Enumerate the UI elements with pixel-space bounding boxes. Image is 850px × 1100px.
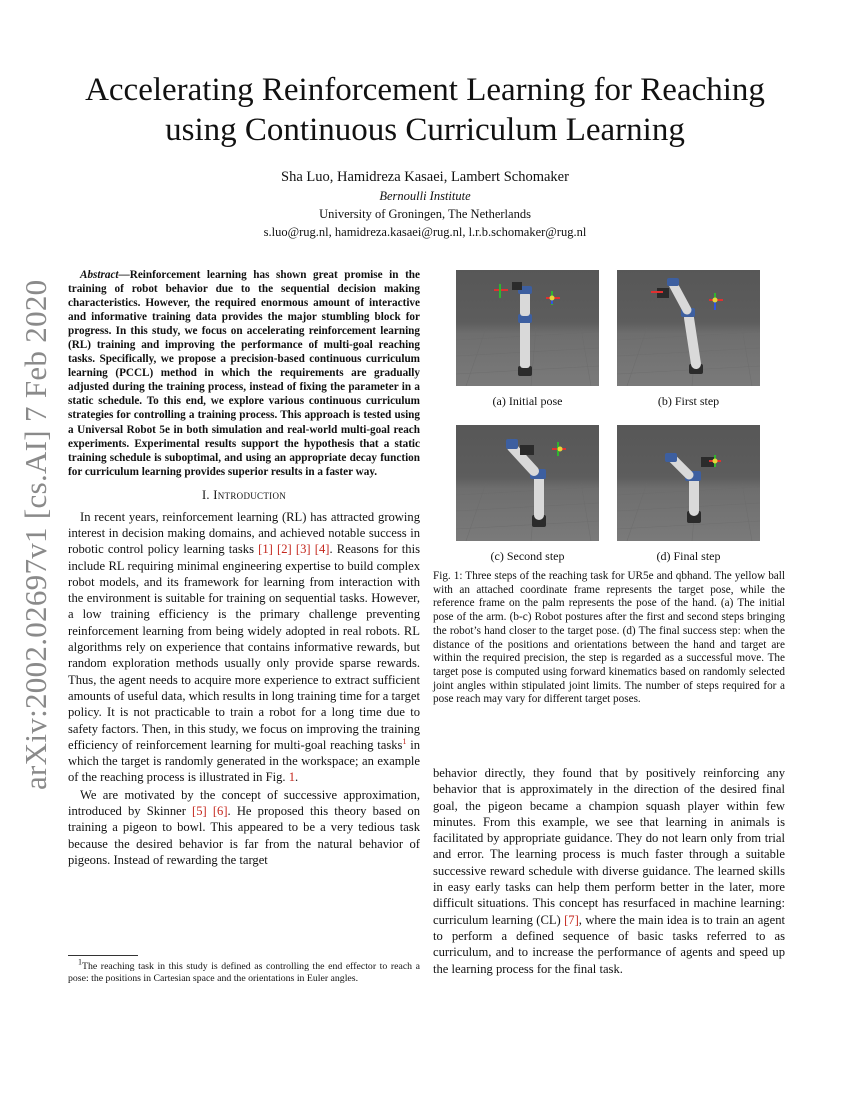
- authors: Sha Luo, Hamidreza Kasaei, Lambert Schomaker: [281, 169, 569, 185]
- citation-link[interactable]: [3]: [295, 542, 311, 557]
- subfigure-label: (b) First step: [657, 394, 720, 408]
- figure-ref-link[interactable]: 1: [288, 770, 295, 785]
- text-run: in which the target is randomly generated in the workspace; an example of the reaching process is illustrated in Fig.: [68, 737, 421, 785]
- text-run: , where the main idea is to train an agent to perform a defined sequence of basic tasks referred to as curriculum, and to increase the performance of agents and speed up the learning process for the final task.: [433, 912, 785, 976]
- subfigure-c: [456, 425, 606, 564]
- emails: s.luo@rug.nl, hamidreza.kasaei@rug.nl, l.r.b.schomaker@rug.nl: [263, 225, 587, 239]
- section-heading: [68, 488, 420, 503]
- robot-image-first-step: [617, 270, 760, 386]
- footnote: [68, 957, 420, 985]
- citation-link[interactable]: [4]: [314, 542, 330, 557]
- citation-link[interactable]: [2]: [277, 542, 292, 557]
- subfigure-a: [456, 270, 606, 409]
- subfigure-b: [617, 270, 767, 409]
- subfigure-d: [617, 425, 767, 564]
- text-run: behavior directly, they found that by positively reinforcing any behavior that is approximately in the direction of the desired final goal, the pigeon became a champion squash player within few minutes. From this example, we see that learning in animals is facilitated by appropriate guidance. They do not learn only from trial and error. The learning process is much faster through a suitable successive reward schedule with diverse guidance. The learned skills in easy early tasks can help them perform better in the later, more difficult situations. This concept has resurfaced in machine learning: curriculum learning (CL): [433, 766, 785, 927]
- arxiv-stamp-text: arXiv:2002.02697v1 [cs.AI] 7 Feb 2020: [18, 279, 53, 790]
- citation-link[interactable]: [6]: [212, 804, 228, 819]
- section-number: I.: [201, 487, 210, 502]
- institute: Bernoulli Institute: [379, 189, 471, 203]
- subfigure-label: (d) Final step: [656, 549, 721, 563]
- footnote-mark: 1: [78, 957, 82, 967]
- subfigure-label: (a) Initial pose: [492, 394, 563, 408]
- intro-paragraph-2: [68, 787, 420, 868]
- footnote-text: The reaching task in this study is defined as controlling the end effector to reach a pose: the positions in Cartesian space and the orientations in Euler angles.: [68, 961, 420, 984]
- left-column: [68, 268, 420, 868]
- paper-title: Accelerating Reinforcement Learning for Reaching using Continuous Curriculum Learning: [85, 72, 765, 148]
- subfigure-label: (c) Second step: [490, 549, 565, 563]
- text-run: We are motivated by the concept of successive approximation, introduced by Skinner: [68, 787, 420, 819]
- citation-link[interactable]: [1]: [258, 542, 273, 557]
- abstract-label: Abstract: [80, 269, 119, 281]
- citation-link[interactable]: [7]: [564, 912, 579, 927]
- intro-paragraph-1: [68, 509, 420, 786]
- robot-image-final-step: [617, 425, 760, 541]
- citation-link[interactable]: [5]: [192, 804, 207, 819]
- robot-image-second-step: [456, 425, 599, 541]
- author-block: [175, 168, 675, 241]
- text-run: . He proposed this theory based on training a pigeon to bowl. This appeared to be a very tedious task because the desired behavior is far from the natural behavior of pigeons. Instead of rewarding the target: [68, 804, 420, 867]
- right-column: [433, 268, 785, 707]
- affiliation: University of Groningen, The Netherlands: [319, 207, 531, 221]
- section-title: Introduction: [213, 487, 287, 502]
- footnote-ref[interactable]: 1: [402, 736, 407, 746]
- continuation-paragraph: [433, 765, 785, 977]
- right-column-paragraph: [433, 765, 785, 977]
- figure-grid: [433, 268, 785, 568]
- abstract: [68, 268, 420, 479]
- figure-caption: Fig. 1: Three steps of the reaching task for UR5e and qbhand. The yellow ball with an attached coordinate frame represents the target pose, while the reference frame on the palm represents the pose of the hand. (a) The initial pose of the arm. (b-c) Robot postures after the first and second steps bringing the robot’s hand closer to the target pose. (d) The final success step: when the distance of the positions and orientations between the hand and target are within the required precision, the step is regarded as a successful move. The target pose is computed using forward kinematics based on randomly selected joint angles within stipulated joint limits. The number of steps required for a pose reach may vary for different target poses.: [433, 570, 785, 706]
- text-run: .: [295, 770, 299, 785]
- footnote-rule: [68, 955, 138, 956]
- text-run: . Reasons for this include RL requiring minimal engineering expertise to build complex robot models, and its framework for learning from interaction with the environment is suitable for training on sequential tasks. However, a low training efficiency is the primary challenge preventing reinforcement learning from being widely adopted in real robots. RL algorithms rely on experience that contains informative rewards, but random exploration methods usually only provide sparse rewards. Thus, the agent needs to acquire more experience to extract sufficient amounts of useful data, which results in long training time for a target policy. It is not practicable to train a robot for a long time due to safety factors. Then, in this study, we focus on improving the training efficiency of reinforcement learning for multi-goal reaching tasks: [68, 542, 421, 752]
- abstract-text: —Reinforcement learning has shown great promise in the training of robot behavior due to the sequential decision making characteristics. However, the required enormous amount of interactive and informative training data provides the major stumbling block for progress. In this study, we focus on accelerating reinforcement learning (RL) training and improving the performance of multi-goal reaching tasks. Specifically, we propose a precision-based continuous curriculum learning (PCCL) method in which the requirements are gradually adjusted during the training process, instead of fixing the parameter in a static schedule. To this end, we explore various continuous curriculum strategies for controlling a training process. This approach is tested using a Universal Robot 5e in both simulation and real-world multi-goal reach experiments. Experimental results support the hypothesis that a static training schedule is suboptimal, and using an appropriate decay function for curriculum learning provides superior results in a faster way.: [68, 269, 420, 478]
- robot-image-initial-pose: [456, 270, 599, 386]
- text-run: In recent years, reinforcement learning (RL) has attracted growing interest in decision making domains, and achieved notable success in robotic control policy learning tasks: [68, 509, 420, 557]
